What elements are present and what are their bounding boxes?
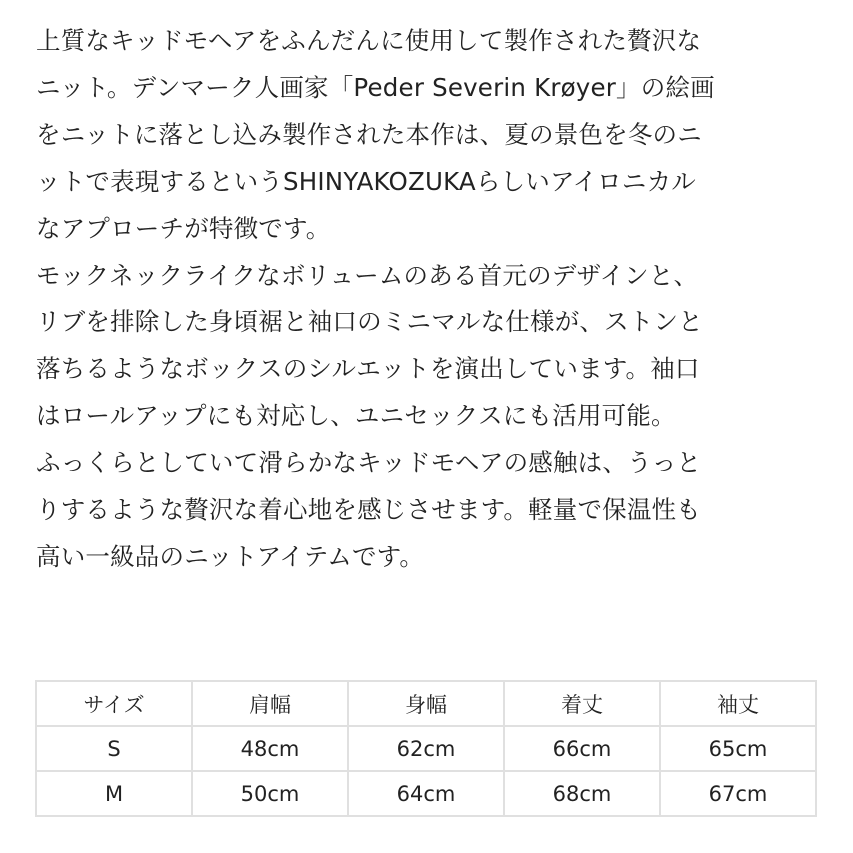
table-cell: M — [36, 771, 192, 816]
header-cell-sleeve: 袖丈 — [660, 681, 816, 726]
description-line: ふっくらとしていて滑らかなキッドモヘアの感触は、うっと — [36, 448, 702, 478]
description-line: ニット。デンマーク人画家「Peder Severin Krøyer」の絵画 — [36, 72, 715, 102]
header-cell-size: サイズ — [36, 681, 192, 726]
table-cell: 48cm — [192, 726, 348, 771]
description-line: なアプローチが特徴です。 — [36, 213, 331, 243]
product-description — [36, 18, 836, 581]
description-line: 落ちるようなボックスのシルエットを演出しています。袖口 — [36, 354, 700, 384]
description-line: リブを排除した身頃裾と袖口のミニマルな仕様が、ストンと — [36, 307, 703, 337]
table-cell: S — [36, 726, 192, 771]
description-line: ットで表現するというSHINYAKOZUKAらしいアイロニカル — [36, 166, 696, 196]
description-line: 上質なキッドモヘアをふんだんに使用して製作された贅沢な — [36, 26, 702, 55]
description-line: 高い一級品のニットアイテムです。 — [36, 541, 425, 571]
table-cell: 64cm — [348, 771, 504, 816]
table-row — [36, 726, 816, 771]
table-cell: 67cm — [660, 771, 816, 816]
size-table — [35, 680, 817, 817]
description-line: モックネックライクなボリュームのある首元のデザインと、 — [36, 260, 699, 290]
table-row — [36, 771, 816, 816]
table-cell: 50cm — [192, 771, 348, 816]
table-cell: 62cm — [348, 726, 504, 771]
description-line: はロールアップにも対応し、ユニセックスにも活用可能。 — [36, 401, 676, 431]
header-cell-length: 着丈 — [504, 681, 660, 726]
header-cell-width: 身幅 — [348, 681, 504, 726]
table-cell: 65cm — [660, 726, 816, 771]
header-cell-shoulder: 肩幅 — [192, 681, 348, 726]
table-header-row — [36, 681, 816, 726]
table-cell: 66cm — [504, 726, 660, 771]
description-line: りするような贅沢な着心地を感じさせます。軽量で保温性も — [36, 495, 701, 525]
table-cell: 68cm — [504, 771, 660, 816]
description-line: をニットに落とし込み製作された本作は、夏の景色を冬のニ — [36, 119, 702, 149]
